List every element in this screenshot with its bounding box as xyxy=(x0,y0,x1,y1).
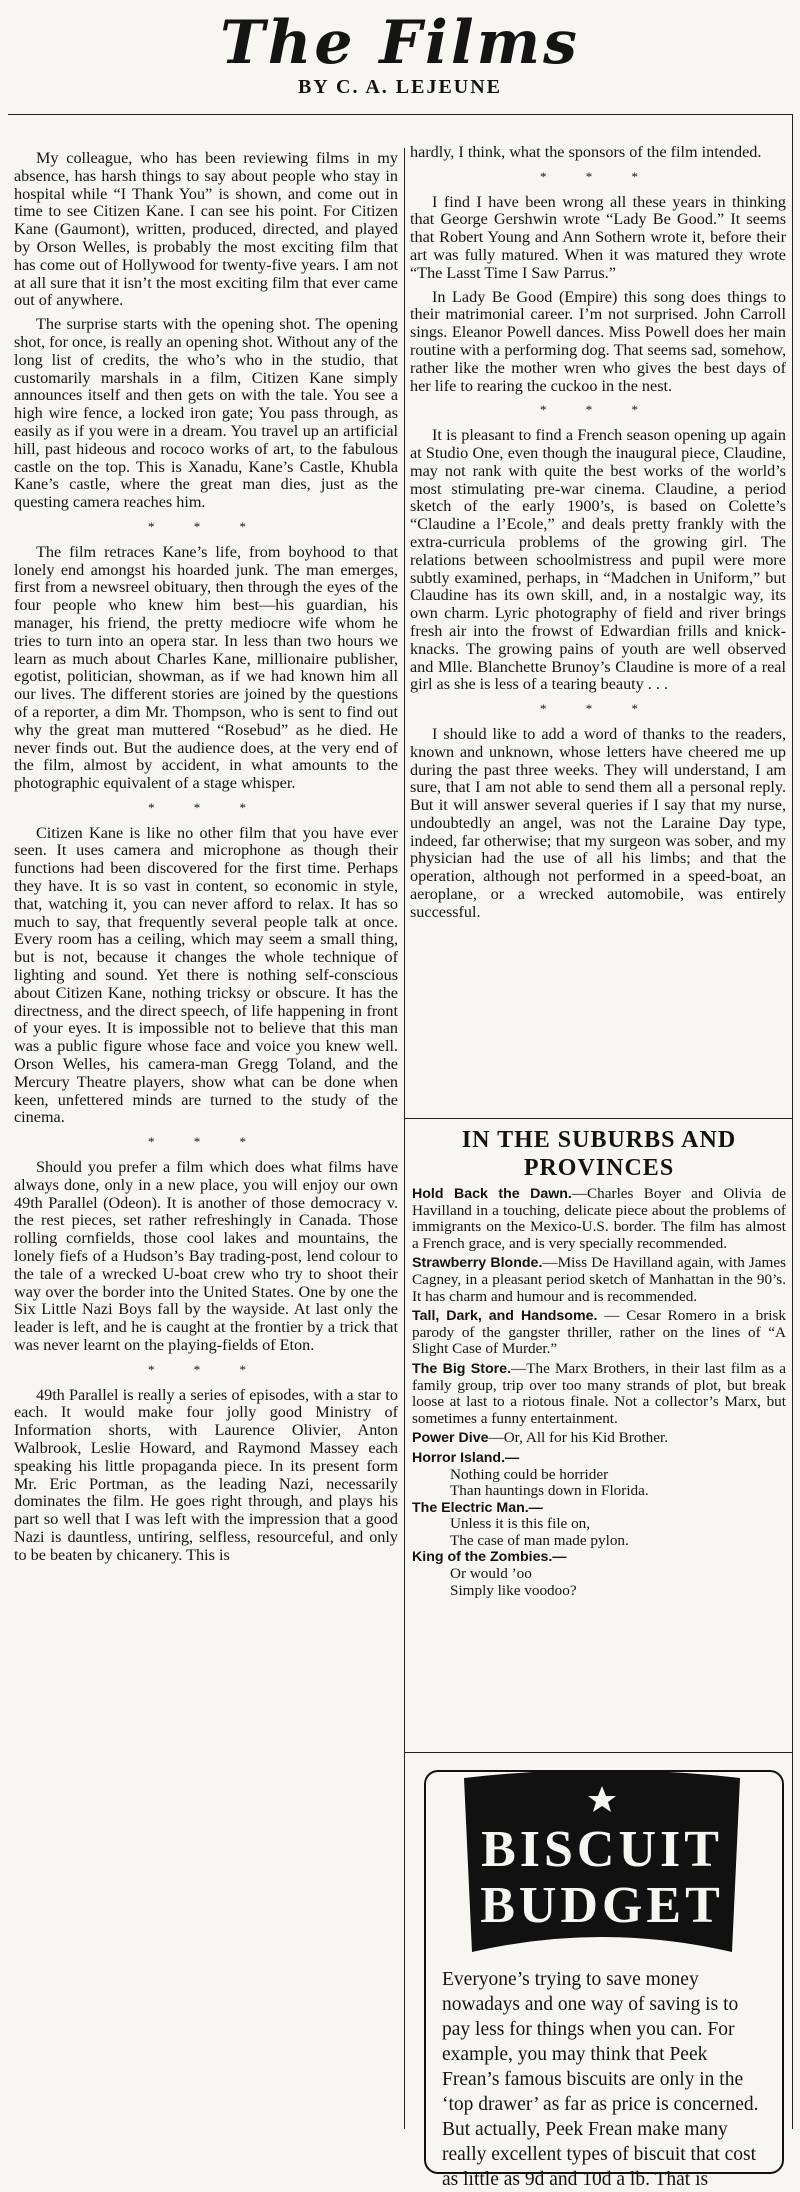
paragraph: Should you prefer a film which does what films have always done, only in a new place, you will enjoy our own 49th Parallel (Odeon). It is another of those democracy v. the rest pieces, set rather refreshingly in Canada. Those rolling cornfields, those cool lakes and mountains, the lonely fiefs of a Hudson’s Bay trading-post, lend colour to the tale of a wrecked U-boat crew who try to shoot their way over the border into the United States. One by one the Six Little Nazi Boys fall by the wayside. At last only the leader is left, and he is caught at the frontier by a trick that was never learnt on the playing-fields of Eton. xyxy=(14,1158,398,1354)
listing-text: — Cesar Romero in a brisk parody of the gangster thriller, rather on the lines of “A Slight Case of Murder.” xyxy=(412,1307,786,1358)
listing-title: Tall, Dark, and Handsome. xyxy=(412,1308,598,1325)
suburbs-list xyxy=(412,1186,786,1599)
masthead xyxy=(0,8,800,99)
paragraph: I find I have been wrong all these years in thinking that George Gershwin wrote “Lady Be Good.” It seems that Robert Young and Ann Sothern wrote it, before their art was fully matured. When it was matured they wrote “The Lasst Time I Saw Parrus.” xyxy=(410,192,786,282)
verse-line: Than hauntings down in Florida. xyxy=(450,1482,649,1500)
ad-headline-2: BUDGET xyxy=(480,1877,724,1934)
suburbs-heading: IN THE SUBURBS AND PROVINCES xyxy=(461,1127,737,1181)
listing-title: Hold Back the Dawn. xyxy=(412,1186,572,1202)
listing-text: —Or, All for his Kid Brother. xyxy=(488,1429,669,1447)
listing-title: The Big Store. xyxy=(412,1360,512,1377)
paragraph: The surprise starts with the opening shot. The opening shot, for once, is really an opening shot. Without any of the long list of credits, the who’s who in the studio, that customarily marshals in a film, Citizen Kane simply announces itself and then gets on with the tale. You see a high wire fence, a locked iron gate; You pass through, as easily as if you were in a dream. You travel up an artificial hill, past hideous and rococo works of art, to the fabulous castle on the top. This is Xanadu, Kane’s Castle, Khubla Kane’s castle, where the great man dies, just as the questing camera reaches him. xyxy=(14,315,398,512)
listing-item xyxy=(412,1500,786,1517)
ad-body-text: Everyone’s trying to save money nowadays and one way of saving is to pay less for things when you can. For example, you may think that Peek Frean’s famous biscuits are only in the ‘top drawer’ as far as price is concerned. But actually, Peek Frean make many really excellent types of biscuit that cost as little as 9d and 10d a lb. That is xyxy=(442,1969,759,2190)
paragraph: The film retraces Kane’s life, from boyhood to that lonely end amongst his hoarded junk. The man emerges, first from a newsreel obituary, then through the eyes of the four people who knew him best—his guardian, his manager, his friend, the pretty mediocre wife whom he tries to turn into an opera star. In less than two hours we learn as much about Charles Kane, millionaire publisher, egotist, politician, showman, as if we had known him all our lives. The different stories are joined by the questions of a reporter, a dim Mr. Thompson, who is sent to find out why the great man muttered “Rosebud” as he died. He never finds out. But the audience does, at the very end of the film, almost by accident, in what amounts to the photographic equivalent of a stage whisper. xyxy=(14,542,398,793)
page-title: The Films xyxy=(220,8,580,78)
listing-item xyxy=(412,1186,786,1252)
header-rule xyxy=(8,114,792,115)
listing-title: Strawberry Blonde. xyxy=(412,1255,543,1272)
verse-line: Or would ’oo xyxy=(450,1565,532,1583)
verse-line: Simply like voodoo? xyxy=(450,1581,577,1599)
paragraph: In Lady Be Good (Empire) this song does things to their matrimonial career. I’m not surprised. John Carroll sings. Eleanor Powell dances. Miss Powell does her main routine with a performing dog. That seems sad, somehow, rather like the mother wren who gives the best days of her life to rearing the cuckoo in the nest. xyxy=(410,287,786,395)
listing-item xyxy=(412,1255,786,1305)
suburbs-top-rule xyxy=(404,1118,792,1119)
ad-top-rule xyxy=(404,1752,792,1753)
paragraph: Citizen Kane is like no other film that you have ever seen. It uses camera and microphone as though their functions had been discovered for the first time. Perhaps they have. It is so vast in content, so economic in style, that, watching it, you can never afford to relax. It has so much to say, that frequently several people talk at once. Every room has a ceiling, which may seem a small thing, but is not, because it changes the whole technique of lighting and sound. Yet there is nothing self-conscious about Citizen Kane, nothing tricksy or obscure. It has the directness, and the direct speech, of life happening in front of your eyes. It is impossible not to believe that this man was a public figure whose face and voice you knew well. Orson Welles, his camera-man Gregg Toland, and the Mercury Theatre players, show what can be done when keen, unfettered minds are turned to the study of the cinema. xyxy=(14,823,398,1127)
section-stars: * * * xyxy=(540,402,656,418)
listing-text: —Miss De Havilland again, with James Cagney, in a pleasant period sketch of Manhattan in the 90’s. It has charm and humour and is recommended. xyxy=(412,1254,786,1305)
section-stars: * * * xyxy=(148,1361,264,1377)
ad-banner-art xyxy=(416,1762,788,1962)
section-stars: * * * xyxy=(148,1134,264,1150)
listing-text: —The Marx Brothers, in their last film as a family group, trip over too many strands of plot, but break loose at last to a riotous finale. Not a collector’s Marx, but sometimes a funny entertainment. xyxy=(412,1359,786,1427)
section-stars: * * * xyxy=(540,701,656,717)
listing-item xyxy=(412,1549,786,1566)
byline: BY C. A. LEJEUNE xyxy=(297,76,503,98)
listing-item xyxy=(412,1308,786,1358)
section-stars: * * * xyxy=(540,168,656,184)
verse-line: The case of man made pylon. xyxy=(450,1531,629,1549)
suburbs-section xyxy=(412,1126,786,1599)
listing-title: Power Dive xyxy=(412,1430,489,1447)
listing-title: King of the Zombies.— xyxy=(412,1549,567,1566)
biscuit-advertisement xyxy=(416,1762,788,2190)
column-divider xyxy=(404,148,405,2129)
paragraph: 49th Parallel is really a series of episodes, with a star to each. It would make four jolly good Ministry of Information shorts, with Laurence Olivier, Anton Walbrook, Leslie Howard, and Raymond Massey each speaking his little propaganda piece. In its present form Mr. Eric Portman, as the leading Nazi, necessarily dominates the film. He goes right through, and plays his part so well that I was left with the impression that a good Nazi is dauntless, untiring, selfless, resourceful, and only to be beaten by chicanery. This is xyxy=(14,1385,398,1564)
ad-headline-1: BISCUIT xyxy=(481,1821,723,1878)
listing-item xyxy=(412,1361,786,1427)
paragraph: I should like to add a word of thanks to the readers, known and unknown, whose letters have cheered me up during the past three weeks. They will understand, I am sure, that I am not able to send them all a personal reply. But it will answer several queries if I say that my nurse, undoubtedly an angel, was not the Laraine Day type, indeed, far otherwise; that my surgeon was sober, and my physician had the use of all his limbs; and that the operation, although not performed in a speed-boat, an aeroplane, or a wrecked automobile, was entirely successful. xyxy=(410,724,786,921)
listing-item xyxy=(412,1450,786,1467)
paragraph: It is pleasant to find a French season opening up again at Studio One, even though the inaugural piece, Claudine, may not rank with quite the best works of the world’s most stimulating pre-war cinema. Claudine, a period sketch of the early 1900’s, is based on Colette’s “Claudine a l’Ecole,” and deals pretty frankly with the extra-curricula problems of the growing girl. The relations between schoolmistress and pupil were more subtly examined, perhaps, in “Madchen in Uniform,” but Claudine has its own skill, and, in a nostalgic way, its own charm. Lyric photography of field and river brings fresh air into the frowst of Edwardian frills and knick-knacks. The growing pains of youth are well observed and Mlle. Blanchette Brunoy’s Claudine is more of a real girl as she is less of a tearing beauty . . . xyxy=(410,426,786,694)
listing-title: The Electric Man.— xyxy=(412,1499,543,1516)
listing-title: Horror Island.— xyxy=(412,1449,520,1466)
left-column xyxy=(14,150,398,1571)
right-edge-rule xyxy=(792,114,793,2129)
listing-text: —Charles Boyer and Olivia de Havilland in a touching, delicate piece about the problems of immigrants on the Mexico-U.S. border. The film has almost a French grace, and is very specially recommended. xyxy=(412,1185,787,1252)
paragraph: My colleague, who has been reviewing films in my absence, has harsh things to say about people who stay in hospital while “I Thank You” is shown, and come out in time to see Citizen Kane. I can see his point. For Citizen Kane (Gaumont), written, produced, directed, and played by Orson Welles, is probably the most exciting film that has come out of Hollywood for twenty-five years. I am not at all sure that it isn’t the most exciting film that ever came out of anywhere. xyxy=(14,149,398,310)
verse-line: Nothing could be horrider xyxy=(450,1465,609,1483)
verse-line: Unless it is this file on, xyxy=(450,1515,591,1533)
section-stars: * * * xyxy=(148,799,264,815)
right-column xyxy=(410,144,786,928)
listing-item xyxy=(412,1430,786,1447)
section-stars: * * * xyxy=(148,518,264,534)
paragraph: hardly, I think, what the sponsors of the film intended. xyxy=(410,143,762,161)
